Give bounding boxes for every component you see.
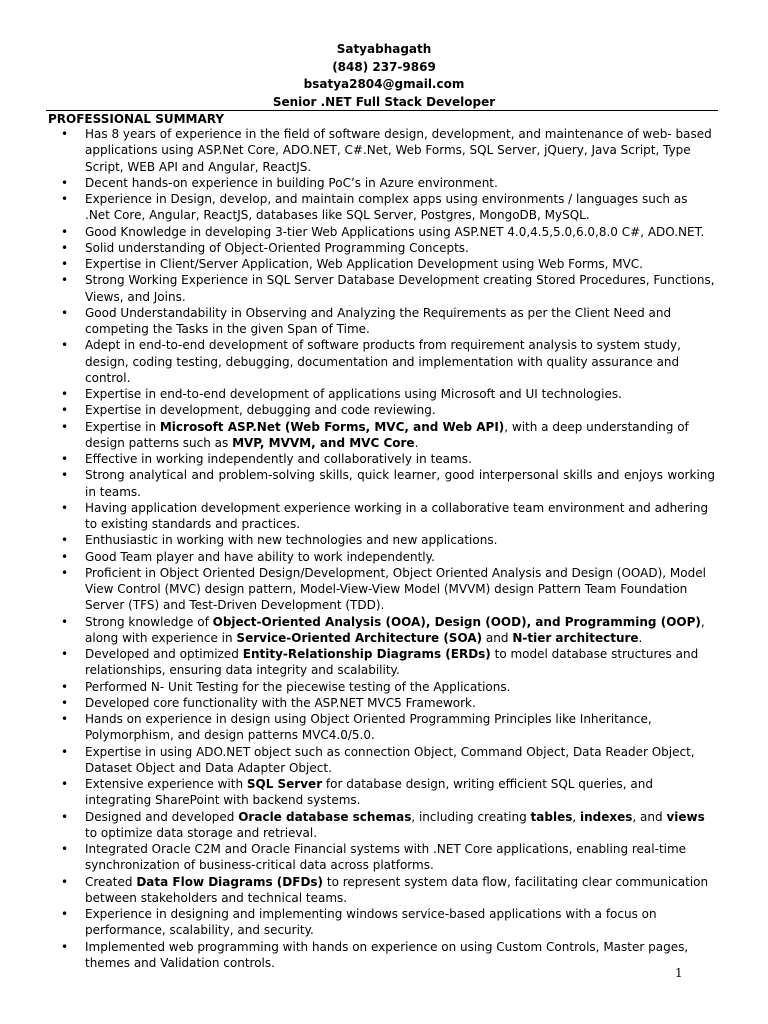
bullet-text: to model database structures and relationships, ensuring data integrity and scalability. bbox=[85, 647, 699, 678]
bullet-dot: • bbox=[61, 192, 69, 206]
summary-bullet-item bbox=[0, 565, 715, 614]
bullet-text: , with a deep understanding of design patterns such as bbox=[85, 419, 689, 450]
bullet-text: Has 8 years of experience in the field of software design, development, and maintenance of web- based applications using ASP.Net Core, ADO.NET, C#.Net, Web Forms, SQL Server, jQuery, Java Script, Type Script, WEB API and Angular, ReactJS. bbox=[85, 127, 712, 174]
summary-bullet-item bbox=[0, 224, 715, 240]
candidate-phone: (848) 237-9869 bbox=[332, 59, 436, 74]
bullet-text: Strong knowledge of bbox=[85, 614, 213, 629]
bullet-dot: • bbox=[61, 565, 69, 580]
bullet-text: for database design, writing efficient SQL queries, and integrating SharePoint with backend systems. bbox=[85, 777, 653, 808]
bullet-text: Good Understandability in Observing and Analyzing the Requirements as per the Client Need and competing the Tasks in the given Span of Time. bbox=[85, 305, 672, 336]
bullet-dot: • bbox=[61, 533, 69, 548]
bullet-dot: • bbox=[61, 679, 69, 694]
summary-bullet-item bbox=[0, 695, 715, 711]
bullet-text: , and bbox=[632, 809, 667, 824]
bullet-dot: • bbox=[61, 419, 69, 434]
summary-bullet-item bbox=[0, 532, 715, 548]
bullet-dot: • bbox=[61, 273, 69, 288]
bullet-text: Having application development experience working in a collaborative team environment and adhering to existing standards and practices. bbox=[85, 500, 709, 531]
bullet-dot: • bbox=[61, 549, 69, 564]
summary-bullet-item bbox=[0, 126, 715, 175]
resume-header bbox=[0, 41, 768, 111]
bullet-text-bold: indexes bbox=[580, 809, 633, 824]
bullet-text: Designed and developed bbox=[85, 809, 239, 824]
summary-bullet-item bbox=[0, 549, 715, 565]
bullet-dot: • bbox=[61, 127, 69, 141]
summary-bullet-item bbox=[0, 776, 715, 809]
bullet-dot: • bbox=[61, 777, 69, 791]
bullet-dot: • bbox=[61, 695, 69, 710]
bullet-text: . bbox=[414, 435, 419, 450]
bullet-text: Strong Working Experience in SQL Server Database Development creating Stored Procedures, Functions, Views, and Joins. bbox=[85, 273, 715, 304]
summary-bullet-item bbox=[0, 841, 715, 874]
summary-bullet-item bbox=[0, 679, 715, 695]
bullet-text: Decent hands-on experience in building PoC’s in Azure environment. bbox=[85, 175, 498, 190]
bullet-text: Expertise in using ADO.NET object such as connection Object, Command Object, Data Reader Object, Dataset Object and Data Adapter Object. bbox=[85, 744, 695, 775]
bullet-text: and bbox=[482, 630, 513, 645]
summary-bullet-item bbox=[0, 305, 715, 338]
bullet-dot: • bbox=[61, 305, 69, 320]
bullet-text: Effective in working independently and collaboratively in teams. bbox=[85, 452, 472, 466]
summary-bullet-item bbox=[0, 175, 715, 191]
summary-bullet-item bbox=[0, 711, 715, 744]
bullet-text: Created bbox=[85, 874, 137, 889]
bullet-text: Good Knowledge in developing 3-tier Web Applications using ASP.NET 4.0,4.5,5.0,6.0,8.0 C#, ADO.NET. bbox=[85, 224, 705, 239]
bullet-text: Strong analytical and problem-solving skills, quick learner, good interpersonal skills and enjoys working in teams. bbox=[85, 468, 715, 499]
summary-bullet-item bbox=[0, 240, 715, 256]
bullet-dot: • bbox=[61, 874, 69, 889]
summary-bullet-item bbox=[0, 809, 715, 842]
bullet-text-bold: Oracle database schemas bbox=[238, 809, 412, 824]
bullet-dot: • bbox=[61, 387, 69, 401]
summary-bullet-item bbox=[0, 614, 715, 647]
bullet-dot: • bbox=[61, 939, 69, 954]
candidate-title: Senior .NET Full Stack Developer bbox=[272, 94, 496, 109]
bullet-text: Proficient in Object Oriented Design/Development, Object Oriented Analysis and Design (OOAD), Model View Control (MVC) design pattern, Model-View-View Model (MVVM) design Pattern Team Foundation Server (TFS) and Test-Driven Development (TDD). bbox=[85, 565, 706, 613]
summary-bullet-item bbox=[0, 646, 715, 679]
bullet-dot: • bbox=[61, 809, 69, 824]
bullet-text: , along with experience in bbox=[85, 614, 705, 645]
summary-bullet-item bbox=[0, 256, 715, 272]
bullet-text: to optimize data storage and retrieval. bbox=[85, 825, 318, 840]
bullet-dot: • bbox=[61, 175, 69, 190]
bullet-text-bold: MVP, MVVM, and MVC Core bbox=[232, 435, 415, 450]
bullet-text-bold: views bbox=[666, 809, 705, 824]
bullet-text: Expertise in Client/Server Application, Web Application Development using Web Forms, MVC. bbox=[85, 257, 643, 271]
summary-bullet-item bbox=[0, 744, 715, 777]
bullet-text: Expertise in development, debugging and code reviewing. bbox=[85, 403, 436, 418]
bullet-dot: • bbox=[61, 647, 69, 661]
bullet-text: Developed and optimized bbox=[85, 647, 243, 661]
summary-bullet-item bbox=[0, 402, 715, 418]
summary-bullet-item bbox=[0, 337, 715, 386]
bullet-text: . bbox=[638, 630, 643, 645]
summary-bullet-item bbox=[0, 419, 715, 452]
bullet-dot: • bbox=[61, 614, 69, 629]
candidate-email: bsatya2804@gmail.com bbox=[303, 77, 465, 91]
bullet-dot: • bbox=[61, 257, 69, 271]
summary-bullet-item bbox=[0, 467, 715, 500]
bullet-text: Adept in end-to-end development of software products from requirement analysis to system study, design, coding testing, debugging, documentation and implementation with quality assurance and control. bbox=[85, 338, 681, 385]
bullet-dot: • bbox=[61, 907, 69, 921]
bullet-text: Experience in designing and implementing windows service-based applications with a focus on performance, scalability, and security. bbox=[85, 907, 657, 938]
bullet-text: Implemented web programming with hands on experience on using Custom Controls, Master pages, themes and Validation controls. bbox=[85, 939, 689, 970]
bullet-dot: • bbox=[61, 468, 69, 483]
summary-bullet-item bbox=[0, 451, 715, 467]
bullet-text-bold: Microsoft ASP.Net (Web Forms, MVC, and Web API) bbox=[159, 419, 505, 434]
bullet-text-bold: tables bbox=[530, 809, 573, 824]
bullet-text: Performed N- Unit Testing for the piecewise testing of the Applications. bbox=[85, 679, 511, 694]
bullet-text-bold: N-tier architecture bbox=[512, 630, 639, 645]
summary-bullet-item bbox=[0, 874, 715, 907]
summary-bullet-list bbox=[0, 126, 768, 971]
bullet-dot: • bbox=[61, 338, 69, 353]
bullet-text: Integrated Oracle C2M and Oracle Financial systems with .NET Core applications, enabling real-time synchronization of business-critical data across platforms. bbox=[85, 842, 687, 873]
summary-bullet-item bbox=[0, 906, 715, 939]
bullet-dot: • bbox=[61, 744, 69, 759]
bullet-dot: • bbox=[61, 240, 69, 255]
bullet-text: to represent system data flow, facilitating clear communication between stakeholders and technical teams. bbox=[85, 874, 709, 905]
page-number: 1 bbox=[675, 966, 683, 980]
summary-bullet-item bbox=[0, 500, 715, 533]
bullet-text-bold: Data Flow Diagrams (DFDs) bbox=[136, 874, 324, 889]
summary-bullet-item bbox=[0, 939, 715, 972]
bullet-text: Experience in Design, develop, and maintain complex apps using environments / languages such as .Net Core, Angular, ReactJS, databases like SQL Server, Postgres, MongoDB, MySQL. bbox=[85, 192, 688, 223]
bullet-text: Hands on experience in design using Object Oriented Programming Principles like Inheritance, Polymorphism, and design patterns MVC4.0/5.0. bbox=[85, 712, 652, 743]
section-title: PROFESSIONAL SUMMARY bbox=[48, 112, 225, 126]
bullet-text: Expertise in bbox=[85, 419, 160, 434]
bullet-dot: • bbox=[61, 452, 69, 466]
bullet-dot: • bbox=[61, 224, 69, 239]
bullet-text-bold: SQL Server bbox=[246, 777, 323, 791]
bullet-dot: • bbox=[61, 842, 69, 856]
bullet-dot: • bbox=[61, 500, 69, 515]
bullet-text: , bbox=[572, 809, 580, 824]
bullet-text-bold: Object-Oriented Analysis (OOA), Design (OOD), and Programming (OOP) bbox=[212, 614, 701, 629]
bullet-text: , including creating bbox=[411, 809, 531, 824]
summary-bullet-item bbox=[0, 191, 715, 224]
candidate-name: Satyabhagath bbox=[336, 42, 432, 56]
bullet-dot: • bbox=[61, 403, 69, 418]
bullet-text-bold: Entity-Relationship Diagrams (ERDs) bbox=[242, 647, 491, 661]
bullet-text: Good Team player and have ability to work independently. bbox=[85, 549, 435, 564]
bullet-text: Enthusiastic in working with new technologies and new applications. bbox=[85, 533, 498, 548]
summary-bullet-item bbox=[0, 272, 715, 305]
bullet-text-bold: Service-Oriented Architecture (SOA) bbox=[236, 630, 483, 645]
bullet-text: Developed core functionality with the ASP.NET MVC5 Framework. bbox=[85, 695, 476, 710]
bullet-dot: • bbox=[61, 712, 69, 726]
summary-bullet-item bbox=[0, 386, 715, 402]
bullet-text: Extensive experience with bbox=[85, 777, 247, 791]
bullet-text: Expertise in end-to-end development of applications using Microsoft and UI technologies. bbox=[85, 387, 622, 401]
bullet-text: Solid understanding of Object-Oriented Programming Concepts. bbox=[85, 240, 469, 255]
